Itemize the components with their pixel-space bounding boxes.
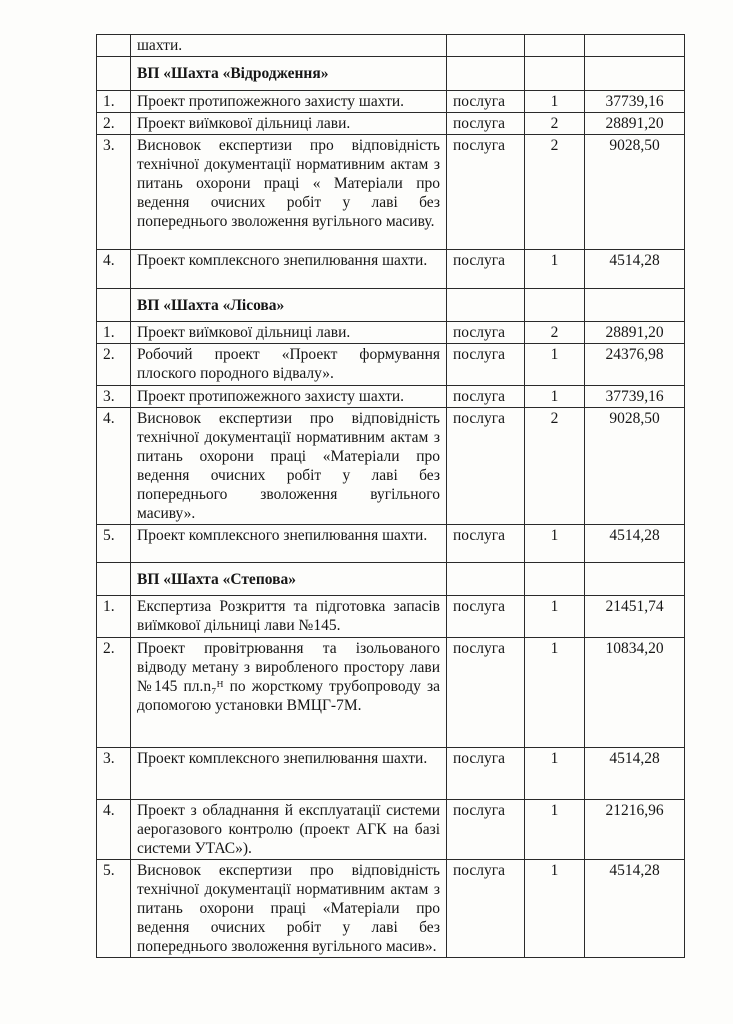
table-row [97, 344, 685, 386]
table-row [97, 250, 685, 289]
item-description: Проект комплексного знепилювання шахти. [131, 250, 447, 289]
unit-cell: послуга [447, 596, 525, 638]
section-row [97, 289, 685, 322]
price-cell: 10834,20 [585, 638, 685, 748]
unit-cell: послуга [447, 386, 525, 408]
quantity-cell: 1 [525, 91, 585, 113]
item-description: Експертиза Розкриття та підготовка запасів виїмкової дільниці лави №145. [131, 596, 447, 638]
item-description: Проект з обладнання й експлуатації системи аерогазового контролю (проект АГК на базі системи УТАС»). [131, 800, 447, 860]
table-row [97, 748, 685, 800]
row-number [97, 35, 131, 57]
unit-cell: послуга [447, 135, 525, 250]
row-number: 3. [97, 748, 131, 800]
price-cell: 21451,74 [585, 596, 685, 638]
table-row [97, 638, 685, 748]
price-cell: 9028,50 [585, 135, 685, 250]
price-cell: 37739,16 [585, 91, 685, 113]
unit-cell: послуга [447, 800, 525, 860]
price-cell: 4514,28 [585, 860, 685, 958]
quantity-cell: 1 [525, 250, 585, 289]
price-cell: 28891,20 [585, 113, 685, 135]
row-number: 3. [97, 386, 131, 408]
table-row [97, 525, 685, 563]
price-cell: 37739,16 [585, 386, 685, 408]
row-number: 5. [97, 860, 131, 958]
quantity-cell [525, 35, 585, 57]
item-description: Робочий проект «Проект формування плоского породного відвалу». [131, 344, 447, 386]
quantity-cell: 1 [525, 748, 585, 800]
unit-cell: послуга [447, 860, 525, 958]
section-row [97, 563, 685, 596]
unit-cell: послуга [447, 638, 525, 748]
price-cell: 21216,96 [585, 800, 685, 860]
row-number: 3. [97, 135, 131, 250]
row-number: 1. [97, 322, 131, 344]
quantity-cell: 1 [525, 344, 585, 386]
quantity-cell [525, 57, 585, 91]
quantity-cell: 1 [525, 386, 585, 408]
section-title: ВП «Шахта «Степова» [131, 563, 447, 596]
price-cell [585, 57, 685, 91]
unit-cell: послуга [447, 748, 525, 800]
item-description: Проект виїмкової дільниці лави. [131, 113, 447, 135]
unit-cell: послуга [447, 525, 525, 563]
unit-cell [447, 57, 525, 91]
item-description: Проект протипожежного захисту шахти. [131, 386, 447, 408]
table-row [97, 113, 685, 135]
price-cell: 4514,28 [585, 250, 685, 289]
price-cell [585, 563, 685, 596]
table-row [97, 386, 685, 408]
item-description: Проект протипожежного захисту шахти. [131, 91, 447, 113]
row-number: 2. [97, 344, 131, 386]
table-body [97, 35, 685, 958]
unit-cell: послуга [447, 344, 525, 386]
section-title: ВП «Шахта «Лісова» [131, 289, 447, 322]
unit-cell: послуга [447, 322, 525, 344]
row-number: 1. [97, 91, 131, 113]
row-number: 1. [97, 596, 131, 638]
quantity-cell [525, 563, 585, 596]
item-description: Проект виїмкової дільниці лави. [131, 322, 447, 344]
table-row [97, 91, 685, 113]
quantity-cell: 1 [525, 525, 585, 563]
unit-cell [447, 35, 525, 57]
table-row [97, 596, 685, 638]
price-cell: 24376,98 [585, 344, 685, 386]
row-number: 4. [97, 800, 131, 860]
table-row [97, 800, 685, 860]
quantity-cell: 1 [525, 800, 585, 860]
quantity-cell: 2 [525, 408, 585, 525]
services-table [96, 34, 685, 958]
price-cell: 4514,28 [585, 525, 685, 563]
quantity-cell: 2 [525, 135, 585, 250]
quantity-cell: 1 [525, 596, 585, 638]
item-description: Висновок експертизи про відповідність технічної документації нормативним актам з питань охорони праці «Матеріали про ведення очисних робіт у лаві без попереднього зволоження вугільного масиву». [131, 408, 447, 525]
section-title: ВП «Шахта «Відродження» [131, 57, 447, 91]
unit-cell [447, 289, 525, 322]
unit-cell [447, 563, 525, 596]
table-row [97, 860, 685, 958]
item-description: шахти. [131, 35, 447, 57]
unit-cell: послуга [447, 250, 525, 289]
price-cell: 28891,20 [585, 322, 685, 344]
table-row [97, 408, 685, 525]
price-cell: 4514,28 [585, 748, 685, 800]
quantity-cell: 2 [525, 322, 585, 344]
quantity-cell: 2 [525, 113, 585, 135]
row-number: 2. [97, 638, 131, 748]
item-description: Висновок експертизи про відповідність технічної документації нормативним актам з питань охорони праці «Матеріали про ведення очисних робіт у лаві без попереднього зволоження вугільного масив». [131, 860, 447, 958]
quantity-cell: 1 [525, 860, 585, 958]
row-number: 2. [97, 113, 131, 135]
price-cell [585, 289, 685, 322]
unit-cell: послуга [447, 91, 525, 113]
unit-cell: послуга [447, 113, 525, 135]
quantity-cell [525, 289, 585, 322]
row-number: 4. [97, 408, 131, 525]
quantity-cell: 1 [525, 638, 585, 748]
table-row [97, 135, 685, 250]
section-row [97, 57, 685, 91]
item-description: Проект провітрювання та ізольованого відводу метану з виробленого простору лави №145 пл.n₇ᴴ по жорсткому трубопроводу за допомогою установки ВМЦГ-7М. [131, 638, 447, 748]
item-description: Висновок експертизи про відповідність технічної документації нормативним актам з питань охорони праці « Матеріали про ведення очисних робіт у лаві без попереднього зволоження вугільного масиву. [131, 135, 447, 250]
item-description: Проект комплексного знепилювання шахти. [131, 748, 447, 800]
row-number [97, 289, 131, 322]
price-cell [585, 35, 685, 57]
row-number [97, 57, 131, 91]
price-cell: 9028,50 [585, 408, 685, 525]
table-row [97, 35, 685, 57]
unit-cell: послуга [447, 408, 525, 525]
table-row [97, 322, 685, 344]
row-number [97, 563, 131, 596]
item-description: Проект комплексного знепилювання шахти. [131, 525, 447, 563]
row-number: 4. [97, 250, 131, 289]
row-number: 5. [97, 525, 131, 563]
